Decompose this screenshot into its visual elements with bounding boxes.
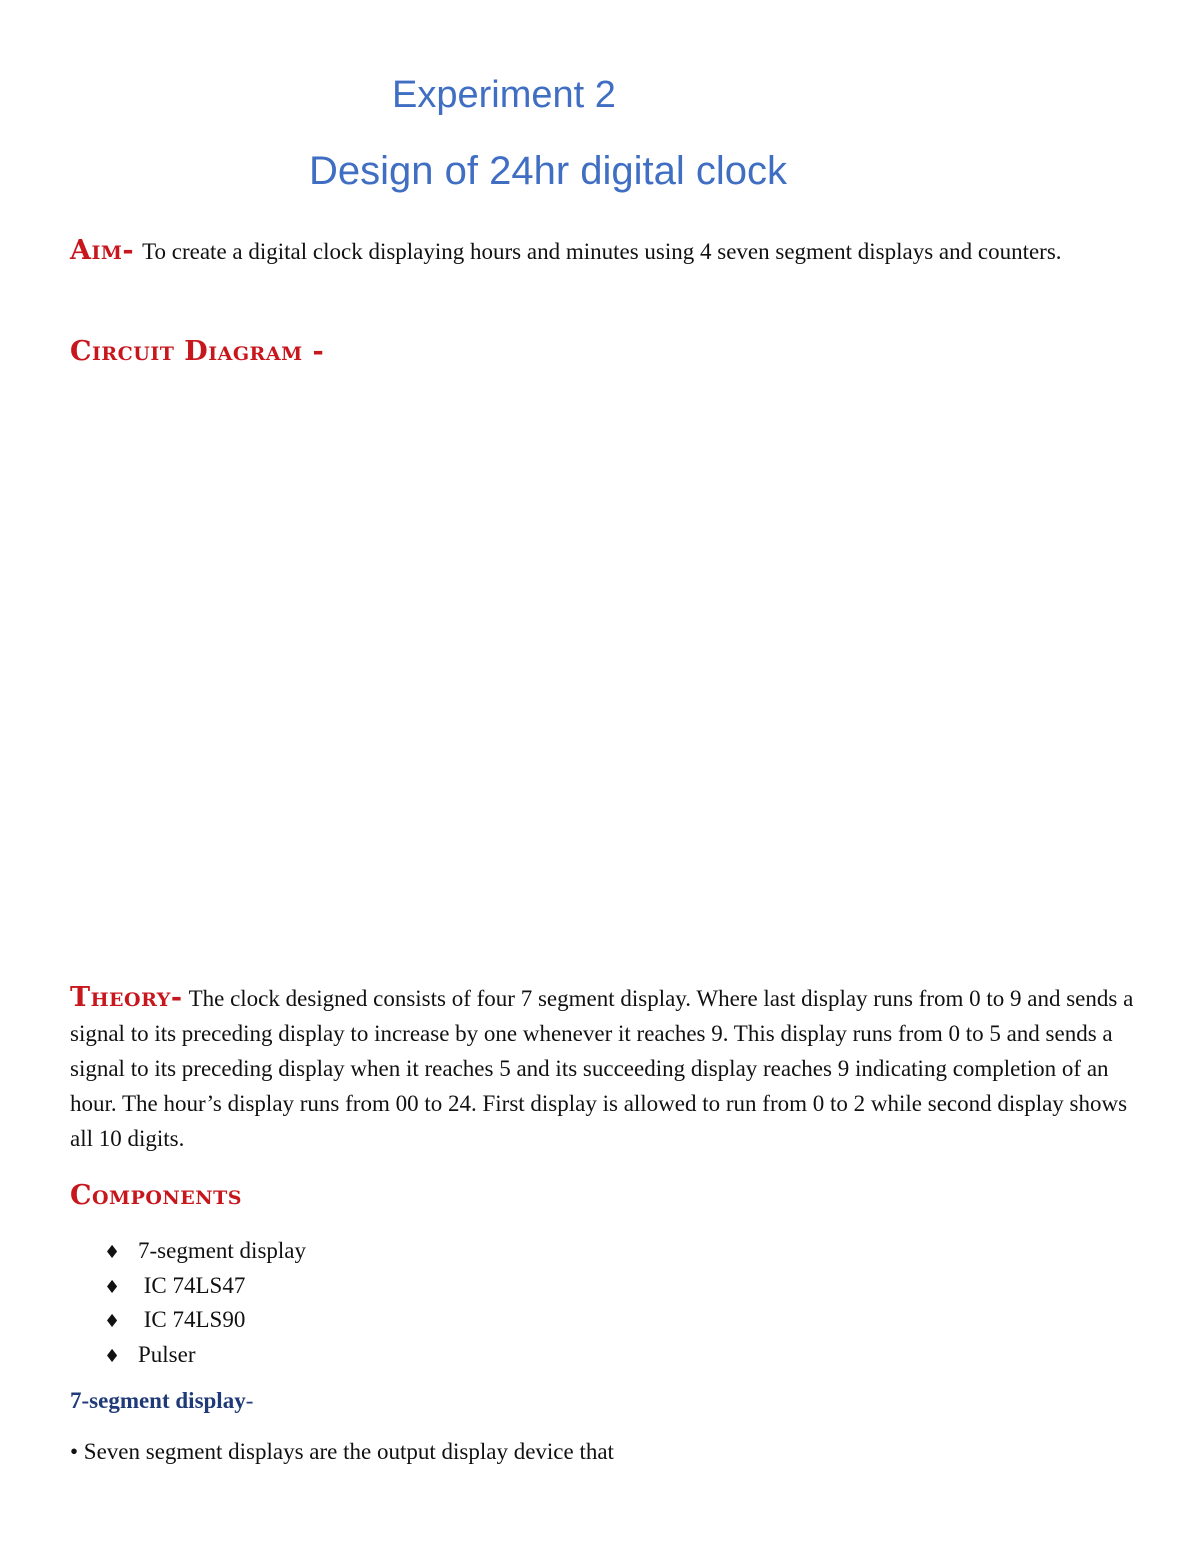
diamond-bullet-icon: ♦: [104, 1276, 121, 1298]
component-label: IC 74LS47: [138, 1272, 246, 1298]
theory-section: [70, 980, 1140, 1156]
aim-heading: Aim-: [70, 235, 135, 266]
seven-segment-heading: [70, 1388, 253, 1414]
component-label: Pulser: [138, 1341, 196, 1367]
theory-heading: Theory-: [70, 982, 183, 1013]
diamond-bullet-icon: ♦: [104, 1242, 121, 1263]
list-item: [104, 1234, 306, 1269]
list-item: [104, 1338, 306, 1373]
seven-segment-heading-dash: -: [245, 1388, 254, 1413]
component-label: IC 74LS90: [138, 1307, 246, 1332]
components-list: [104, 1234, 306, 1372]
seven-segment-heading-text: 7-segment display: [70, 1388, 246, 1413]
component-label: 7-segment display: [138, 1238, 306, 1263]
components-heading: Components: [70, 1180, 242, 1211]
page-subtitle: Design of 24hr digital clock: [309, 149, 788, 193]
list-item: [104, 1303, 306, 1338]
theory-text: The clock designed consists of four 7 segment display. Where last display runs from 0 to 9 and sends a signal to its preceding display to increase by one whenever it reaches 9. This display runs from 0 to 5 and sends a signal to its preceding display when it reaches 5 and its succeeding display reaches 9 indicating completion of an hour. The hour’s display runs from 00 to 24. First display is allowed to run from 0 to 2 while second display shows all 10 digits.: [70, 986, 1134, 1151]
circuit-diagram-heading: Circuit Diagram -: [70, 336, 325, 367]
circuit-diagram-area: [70, 390, 1130, 950]
seven-segment-text: • Seven segment displays are the output display device that: [70, 1439, 614, 1464]
page-title: Experiment 2: [392, 74, 616, 116]
diamond-bullet-icon: ♦: [104, 1345, 121, 1367]
diamond-bullet-icon: ♦: [104, 1311, 121, 1332]
aim-section: [70, 234, 1140, 269]
aim-text: To create a digital clock displaying hours and minutes using 4 seven segment displays and counters.: [142, 239, 1062, 264]
list-item: [104, 1269, 306, 1304]
